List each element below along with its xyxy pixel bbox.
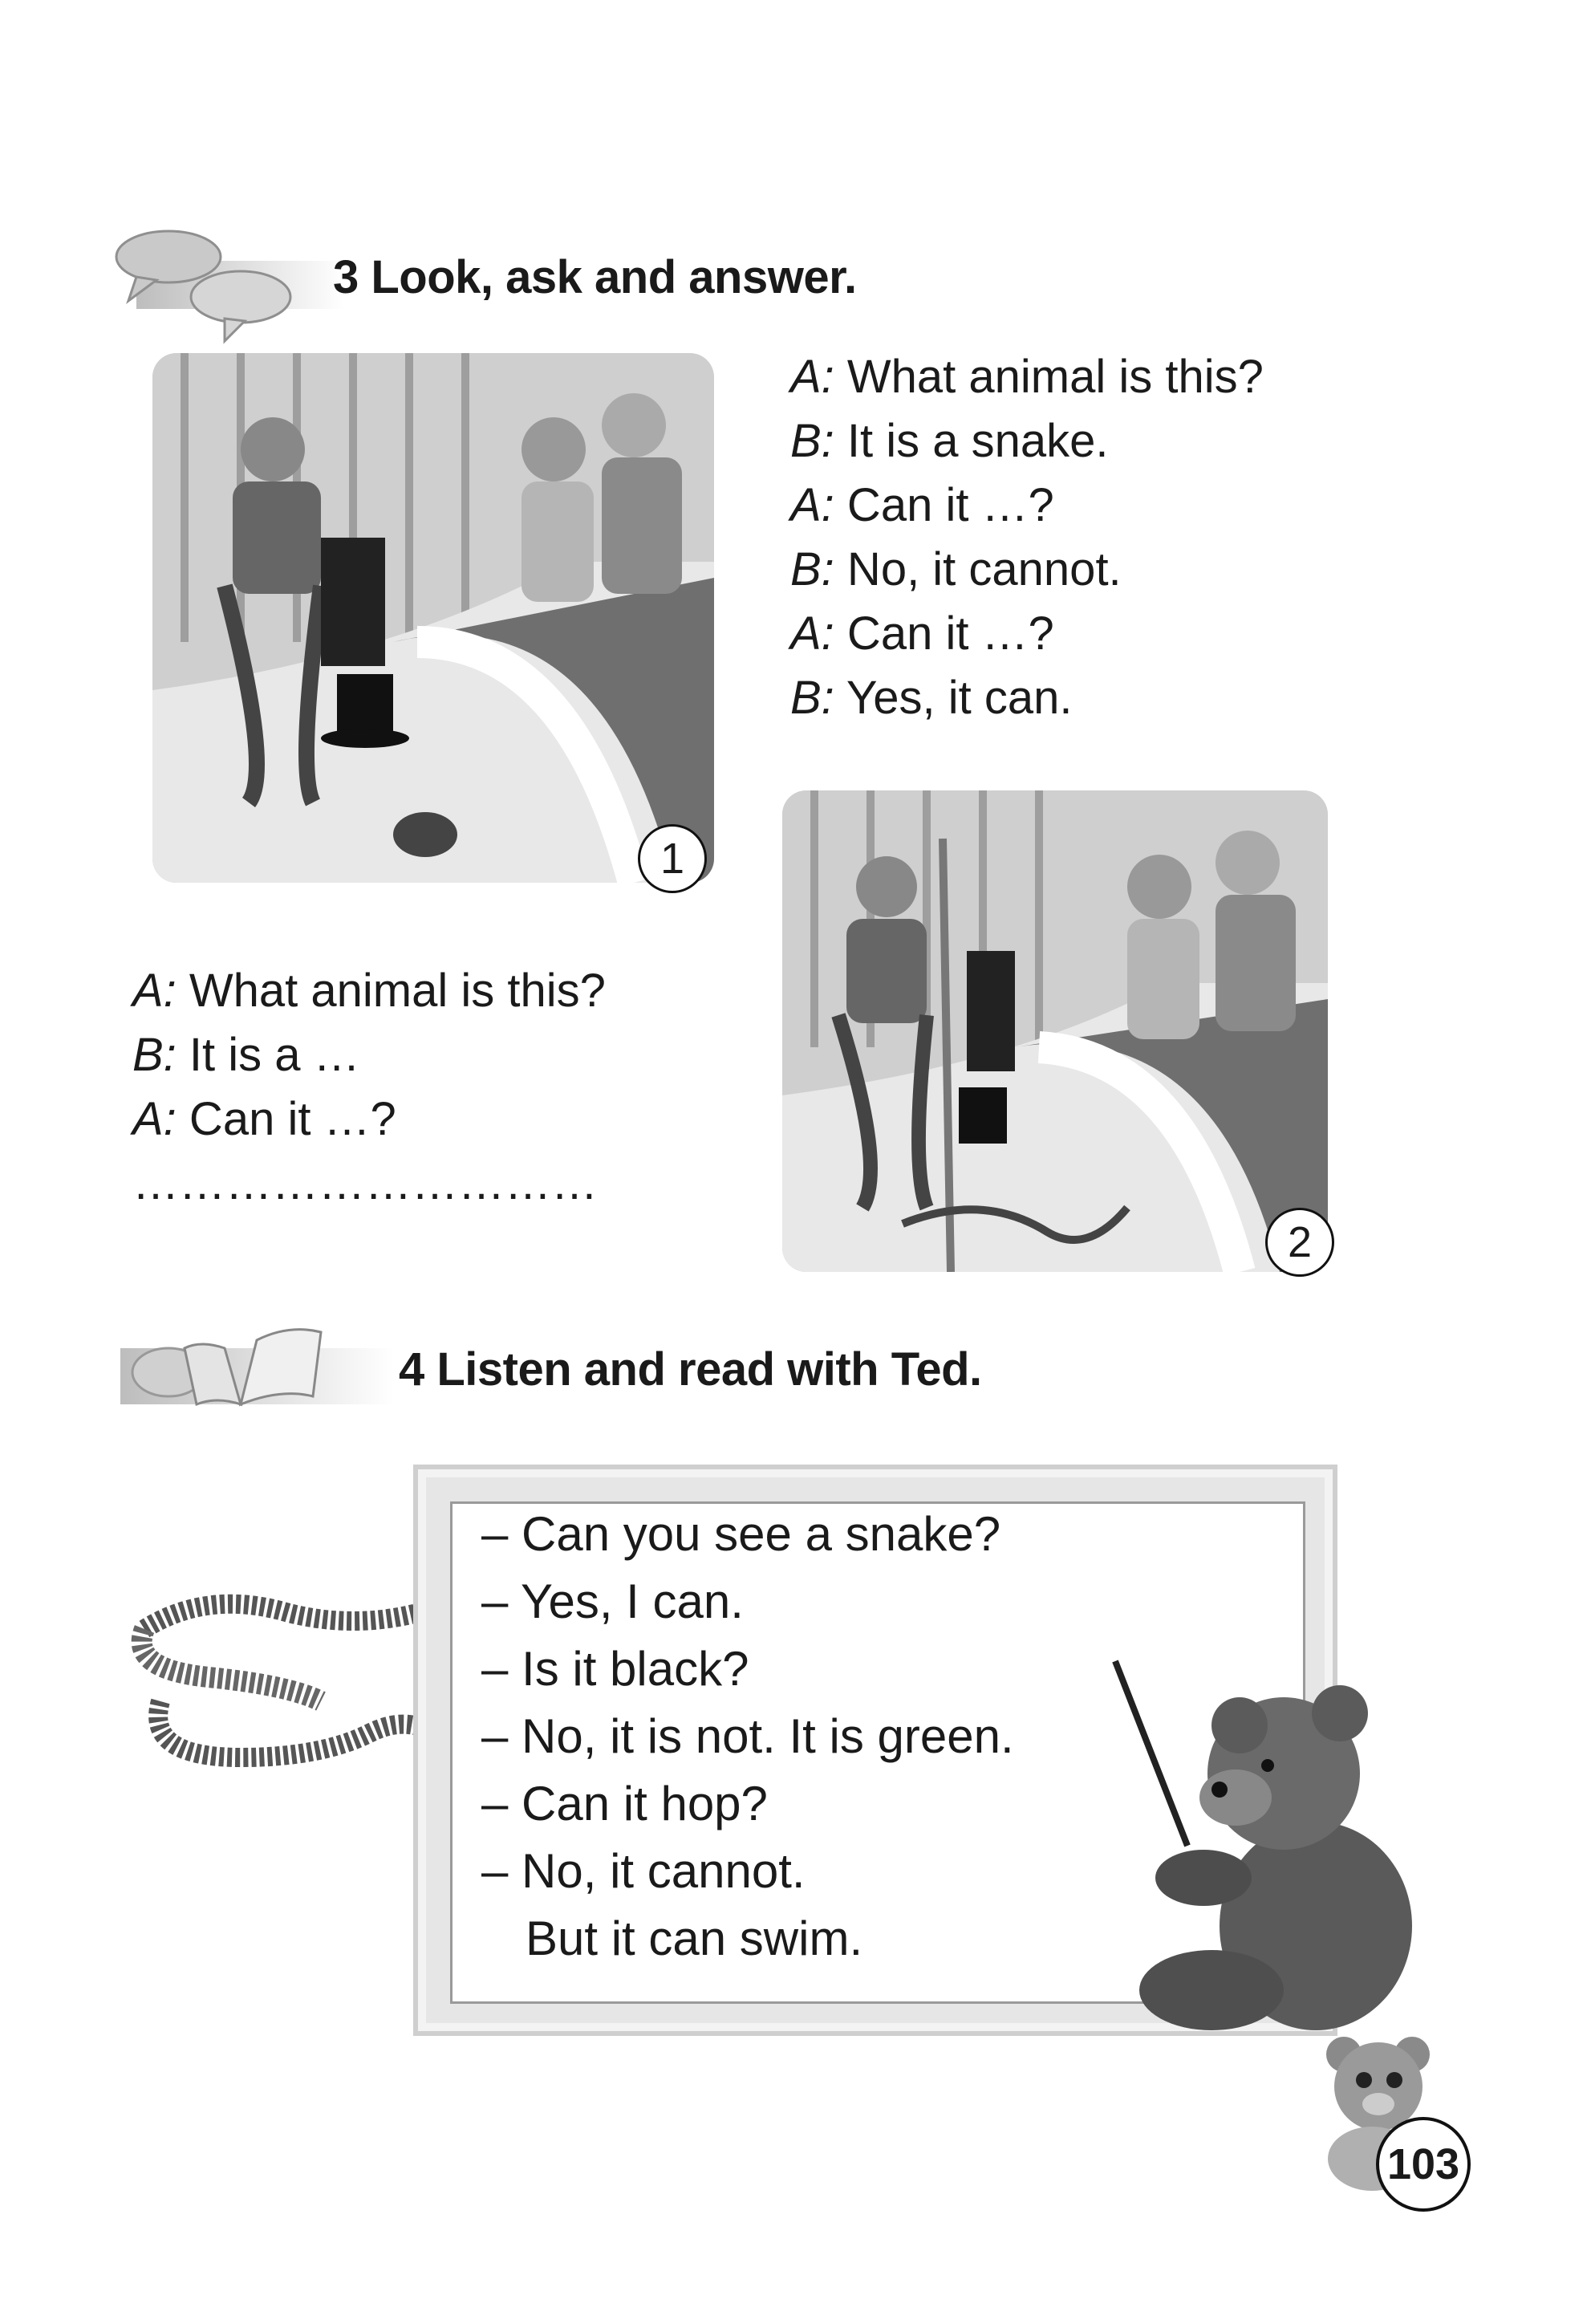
rhyme-line: – Yes, I can. xyxy=(481,1574,744,1628)
speaker-label: A: xyxy=(132,1093,177,1145)
dialog-2-line xyxy=(132,1023,606,1087)
picture-2-number: 2 xyxy=(1265,1208,1334,1277)
speaker-label: B: xyxy=(790,672,834,724)
dialog-text: Can it …? xyxy=(834,607,1054,660)
rhyme-line: – Can you see a snake? xyxy=(481,1507,1001,1561)
dialog-2-line xyxy=(132,1087,606,1152)
rhyme-line: – Can it hop? xyxy=(481,1777,768,1830)
speaker-label: A: xyxy=(132,965,177,1017)
dotted-answer-line: ………………………… xyxy=(132,1157,598,1209)
rhyme-text xyxy=(481,1501,1014,1973)
circus-picture-2 xyxy=(782,790,1328,1272)
dialog-1-line xyxy=(790,538,1264,602)
snake-illustration xyxy=(112,1581,449,1782)
dialog-text: Can it …? xyxy=(176,1093,396,1145)
dialog-text: Yes, it can. xyxy=(834,672,1073,724)
speaker-label: B: xyxy=(790,543,834,595)
dialog-1-line xyxy=(790,409,1264,473)
circus-illustration xyxy=(152,353,714,883)
dialog-2-line xyxy=(132,959,606,1023)
picture-1-number: 1 xyxy=(638,824,707,893)
rhyme-line: – No, it cannot. xyxy=(481,1844,806,1898)
circus-illustration xyxy=(782,790,1328,1272)
exercise-4-heading: 4 Listen and read with Ted. xyxy=(399,1343,982,1396)
open-book-icon xyxy=(120,1308,393,1428)
page-number: 103 xyxy=(1376,2117,1471,2212)
dialog-text: What animal is this? xyxy=(834,351,1264,403)
dialog-1-line xyxy=(790,473,1264,538)
dialog-text: It is a … xyxy=(176,1029,360,1081)
speaker-label: A: xyxy=(790,351,834,403)
rhyme-line: But it can swim. xyxy=(526,1912,863,1965)
dialog-text: Can it …? xyxy=(834,479,1054,531)
speaker-label: B: xyxy=(132,1029,177,1081)
teddy-bear-illustration xyxy=(1099,1637,1436,2038)
circus-picture-1 xyxy=(152,353,714,883)
dialog-text: No, it cannot. xyxy=(834,543,1122,595)
dialog-1-line xyxy=(790,666,1264,730)
rhyme-line: – No, it is not. It is green. xyxy=(481,1709,1014,1763)
speaker-label: A: xyxy=(790,479,834,531)
speaker-label: B: xyxy=(790,415,834,467)
dialog-2 xyxy=(132,959,606,1216)
dialog-1-line xyxy=(790,345,1264,409)
rhyme-line: – Is it black? xyxy=(481,1642,749,1696)
speech-bubbles-icon xyxy=(104,221,345,349)
exercise-3-heading: 3 Look, ask and answer. xyxy=(333,251,857,303)
dialog-text: It is a snake. xyxy=(834,415,1109,467)
dialog-text: What animal is this? xyxy=(176,965,606,1017)
speaker-label: A: xyxy=(790,607,834,660)
dialog-1 xyxy=(790,345,1264,730)
dialog-1-line xyxy=(790,602,1264,666)
